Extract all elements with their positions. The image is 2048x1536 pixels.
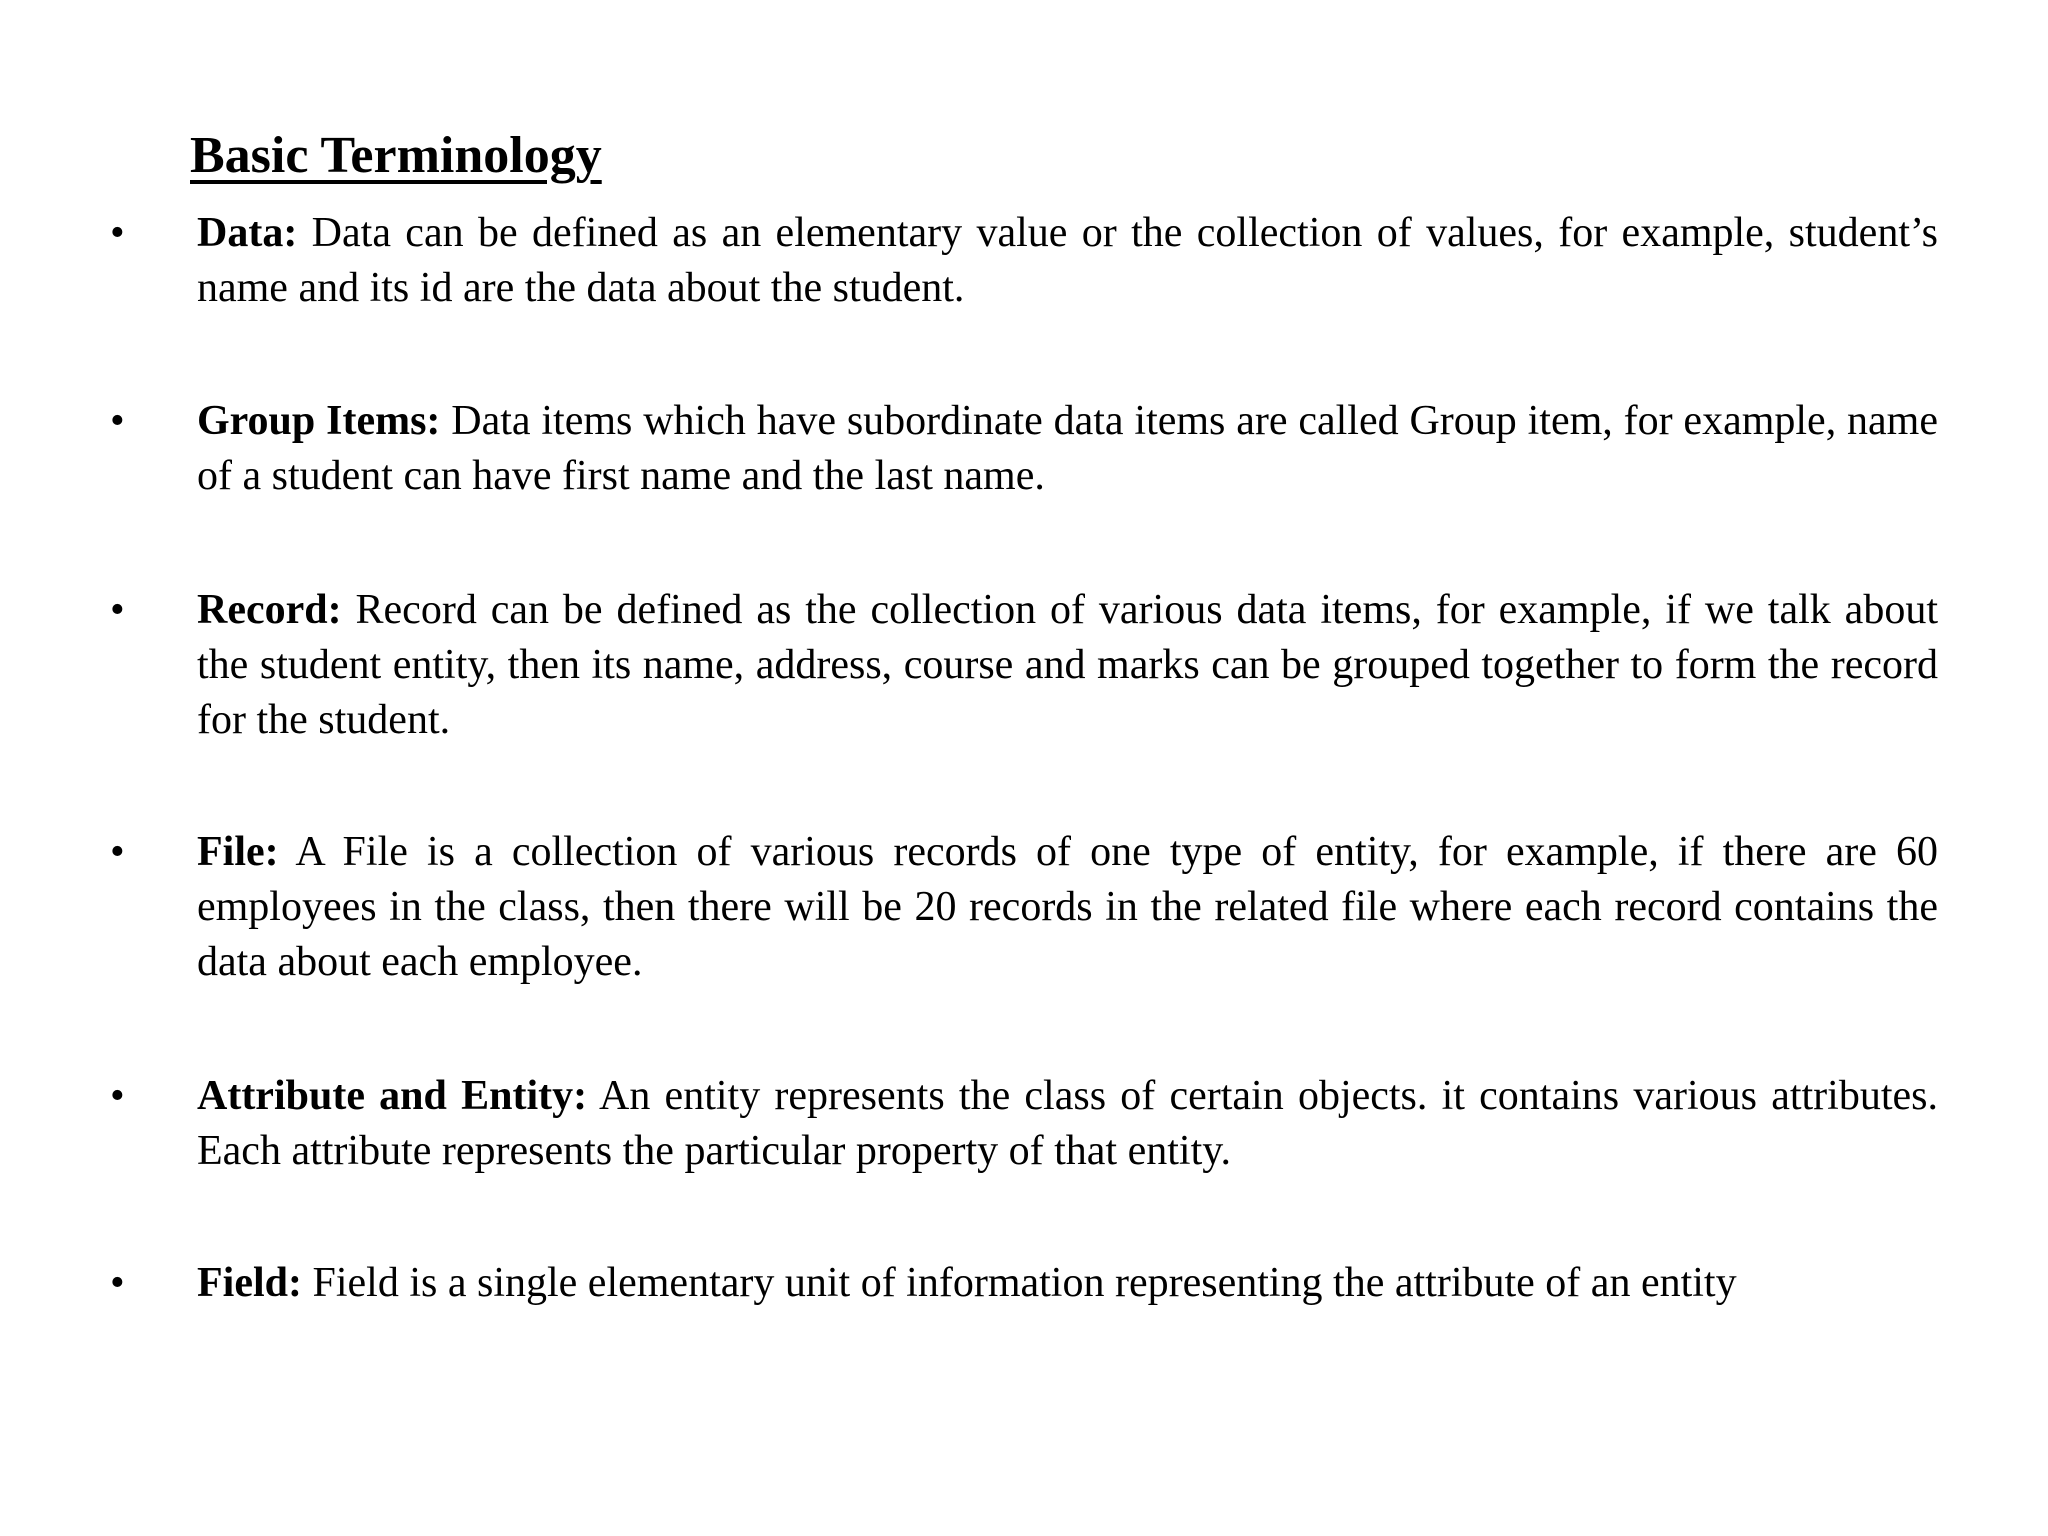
entry-text (197, 1256, 1938, 1311)
list-item-record (110, 583, 1950, 748)
term-label: Data: (197, 210, 298, 256)
term-label: Group Items: (197, 398, 441, 444)
term-definition: A File is a collection of various records of one type of entity, for example, if there are 60 employees in the class, then there will be 20 records in the related file where each record contains the data about each employee. (197, 829, 1939, 985)
list-item-file (110, 825, 1950, 990)
term-label: Attribute and Entity: (197, 1073, 588, 1119)
term-label: Record: (197, 587, 342, 633)
bullet-icon: • (110, 587, 125, 633)
entry-text (197, 206, 1938, 316)
list-item-group-items (110, 394, 1950, 504)
term-label: File: (197, 829, 279, 875)
entry-text (197, 825, 1938, 990)
list-item-attribute-and-entity (110, 1069, 1950, 1179)
bullet-icon: • (110, 210, 125, 256)
slide-title: Basic Terminology (190, 127, 602, 184)
bullet-icon: • (110, 1073, 125, 1119)
entry-text (197, 583, 1938, 748)
bullet-icon: • (110, 1260, 125, 1306)
term-definition: Field is a single elementary unit of information representing the attribute of an entity (312, 1260, 1737, 1306)
bullet-icon: • (110, 829, 125, 875)
list-item-data (110, 206, 1950, 316)
entry-text (197, 1069, 1938, 1179)
term-definition: Data can be defined as an elementary value or the collection of values, for example, student’s name and its id are the data about the student. (197, 210, 1938, 311)
entry-text (197, 394, 1938, 504)
bullet-icon: • (110, 398, 125, 444)
term-definition: Data items which have subordinate data items are called Group item, for example, name of a student can have first name and the last name. (197, 398, 1938, 499)
term-label: Field: (197, 1260, 302, 1306)
list-item-field (110, 1256, 1950, 1311)
term-definition: Record can be defined as the collection of various data items, for example, if we talk about the student entity, then its name, address, course and marks can be grouped together to form the record for the student. (197, 587, 1938, 743)
term-definition: An entity represents the class of certain objects. it contains various attributes. Each attribute represents the particular property of that entity. (197, 1073, 1938, 1174)
